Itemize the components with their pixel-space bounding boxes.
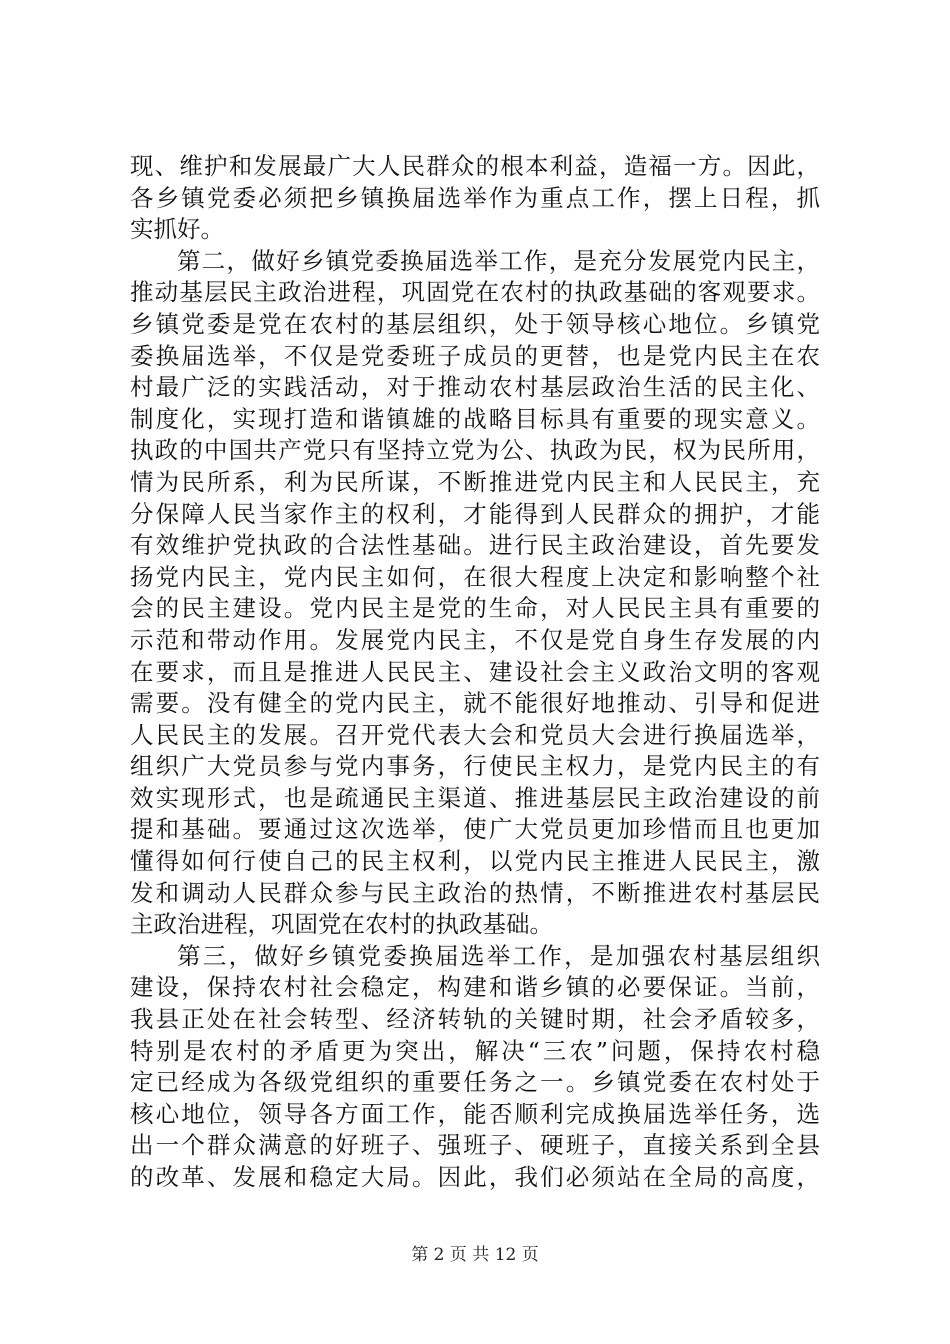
text-line: 的改革、发展和稳定大局。因此，我们必须站在全局的高度， — [130, 1163, 820, 1191]
text-line: 人民民主的发展。召开党代表大会和党员大会进行换届选举， — [130, 720, 820, 749]
text-line: 示范和带动作用。发展党内民主，不仅是党自身生存发展的内 — [130, 625, 820, 654]
text-line: 特别是农村的矛盾更为突出，解决“三农”问题，保持农村稳 — [130, 1036, 820, 1065]
text-line: 需要。没有健全的党内民主，就不能很好地推动、引导和促进 — [130, 689, 820, 718]
text-line: 扬党内民主，党内民主如何，在很大程度上决定和影响整个社 — [130, 562, 820, 591]
text-line: 实抓好。 — [130, 215, 224, 244]
text-line: 在要求，而且是推进人民民主、建设社会主义政治文明的客观 — [130, 657, 820, 686]
text-line: 核心地位，领导各方面工作，能否顺利完成换届选举任务，选 — [130, 1099, 820, 1128]
text-line: 执政的中国共产党只有坚持立党为公、执政为民，权为民所用， — [130, 436, 820, 465]
text-line: 推动基层民主政治进程，巩固党在农村的执政基础的客观要求。 — [130, 278, 820, 307]
text-line: 现、维护和发展最广大人民群众的根本利益，造福一方。因此， — [130, 152, 820, 180]
text-line: 制度化，实现打造和谐镇雄的战略目标具有重要的现实意义。 — [130, 404, 820, 433]
text-line: 我县正处在社会转型、经济转轨的关键时期，社会矛盾较多， — [130, 1005, 820, 1034]
text-line: 各乡镇党委必须把乡镇换届选举作为重点工作，摆上日程，抓 — [130, 183, 820, 212]
text-line: 有效维护党执政的合法性基础。进行民主政治建设，首先要发 — [130, 531, 820, 560]
text-line: 情为民所系，利为民所谋，不断推进党内民主和人民民主，充 — [130, 467, 820, 496]
text-line: 委换届选举，不仅是党委班子成员的更替，也是党内民主在农 — [130, 341, 820, 370]
text-line: 发和调动人民群众参与民主政治的热情，不断推进农村基层民 — [130, 878, 820, 907]
page-number-footer: 第 2 页 共 12 页 — [411, 1245, 539, 1265]
text-line: 提和基础。要通过这次选举，使广大党员更加珍惜而且也更加 — [130, 815, 820, 844]
text-line: 乡镇党委是党在农村的基层组织，处于领导核心地位。乡镇党 — [130, 309, 820, 338]
text-line: 出一个群众满意的好班子、强班子、硬班子，直接关系到全县 — [130, 1131, 820, 1160]
text-line: 会的民主建设。党内民主是党的生命，对人民民主具有重要的 — [130, 594, 820, 623]
document-body — [130, 151, 820, 1194]
text-line: 建设，保持农村社会稳定，构建和谐乡镇的必要保证。当前， — [130, 973, 820, 1002]
text-line: 定已经成为各级党组织的重要任务之一。乡镇党委在农村处于 — [130, 1068, 820, 1097]
text-line: 效实现形式，也是疏通民主渠道、推进基层民主政治建设的前 — [130, 783, 820, 812]
text-line: 分保障人民当家作主的权利，才能得到人民群众的拥护，才能 — [130, 499, 820, 528]
text-line: 村最广泛的实践活动，对于推动农村基层政治生活的民主化、 — [130, 373, 820, 402]
paragraph-start-line: 第二，做好乡镇党委换届选举工作，是充分发展党内民主， — [177, 246, 820, 275]
paragraph-start-line: 第三，做好乡镇党委换届选举工作，是加强农村基层组织 — [177, 941, 820, 970]
text-line: 懂得如何行使自己的民主权利，以党内民主推进人民民主，激 — [130, 847, 820, 876]
text-line: 主政治进程，巩固党在农村的执政基础。 — [130, 910, 553, 939]
text-line: 组织广大党员参与党内事务，行使民主权力，是党内民主的有 — [130, 752, 820, 781]
